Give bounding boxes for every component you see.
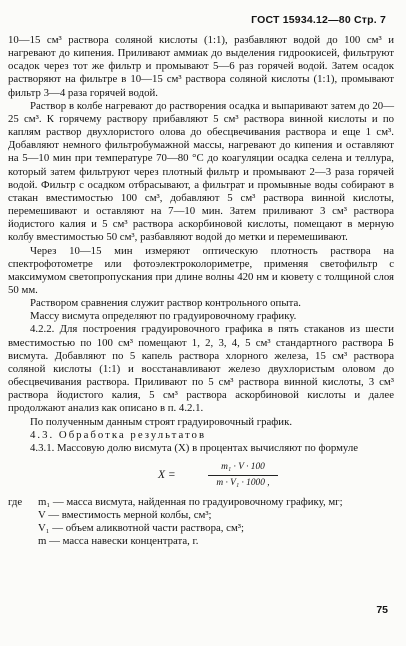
paragraph: Раствор в колбе нагревают до растворения осадка и выпаривают затем до 20—25 см³. К горячему раствору прибавляют 5 см³ раствора винной кислоты и по каплям раствор двухлористого олова до обесцвечивания раствора и еще 1 см³. Добавляют немного фильтробумажной массы, нагревают до кипения и оставляют на 5—10 мин при температуре 70—80 °С до коагуляции осадка селена и теллура, который затем фильтруют через плотный фильтр и промывают 2—3 раза горячей водой. Фильтр с осадком отбрасывают, а фильтрат и промывные воды собирают в стакан вместимостью 100 см³, добавляют 5 см³ раствора винной кислоты, перемешивают и оставляют на 7—10 мин. Затем приливают 3 см³ раствора йодистого калия и 5 см³ раствора аскорбиновой кислоты, помещают в мерную колбу вместимостью 50 см³, разбавляют водой до метки и перемешивают. [8, 99, 394, 244]
definition-item: m — масса навески концентрата, г. [38, 535, 199, 548]
formula-denominator: m · V₁ · 1000 , [216, 478, 270, 489]
section-title: 4.3. Обработка результатов [30, 428, 207, 441]
paragraph: 4.3.1. Массовую долю висмута (X) в процентах вычисляют по формуле [30, 441, 359, 454]
definition-item: V₁ — объем аликвотной части раствора, см³; [38, 522, 245, 535]
paragraph: 4.2.2. Для построения градуировочного графика в пять стаканов из шести вместимостью по 100 см³ помещают 1, 2, 3, 4, 5 см³ стандартного раствора Б висмута. Добавляют по 5 капель раствора хлорного железа, 15 см³ раствора соляной кислоты (1:1) и восстанавливают железо двухлористым оловом до обесцвечивания раствора. Приливают по 5 см³ раствора винной кислоты, 3 см³ раствора йодистого калия, 5 см³ раствора аскорбиновой кислоты и далее продолжают анализ как описано в п. 4.2.1. [8, 323, 394, 415]
formula-lhs: X = [158, 469, 176, 481]
paragraph: 10—15 см³ раствора соляной кислоты (1:1), разбавляют водой до 100 см³ и нагревают до кипения. Приливают аммиак до выделения гидроокисей, фильтруют осадок через тот же фильтр и промывают 5—6 раз горячей водой. Затем осадок растворяют на фильтре в 10—15 см³ раствора соляной кислоты (1:1), промывают фильтр 3—4 раза горячей водой. [8, 34, 394, 99]
definition-item: m₁ — масса висмута, найденная по градуировочному графику, мг; [38, 496, 343, 509]
formula [8, 459, 394, 493]
definitions-list [38, 496, 394, 549]
paragraph: Раствором сравнения служит раствор контрольного опыта. [30, 297, 301, 310]
formula-fraction [208, 461, 278, 490]
page-header: ГОСТ 15934.12—80 Стр. 7 [251, 14, 386, 26]
paragraph: По полученным данным строят градуировочный график. [30, 415, 293, 428]
formula-numerator: m₁ · V · 100 [208, 461, 278, 476]
paragraph: Через 10—15 мин измеряют оптическую плотность раствора на спектрофотометре или фотоэлектроколориметре, применяя светофильтр с максимумом светопропускания при длине волны 420 нм и кювету с толщиной слоя 50 мм. [8, 244, 394, 296]
page-number: 75 [376, 604, 388, 616]
paragraph: Массу висмута определяют по градуировочному графику. [30, 310, 297, 323]
where-label: где [8, 496, 23, 508]
definition-item: V — вместимость мерной колбы, см³; [38, 509, 212, 522]
document-body [8, 34, 394, 549]
